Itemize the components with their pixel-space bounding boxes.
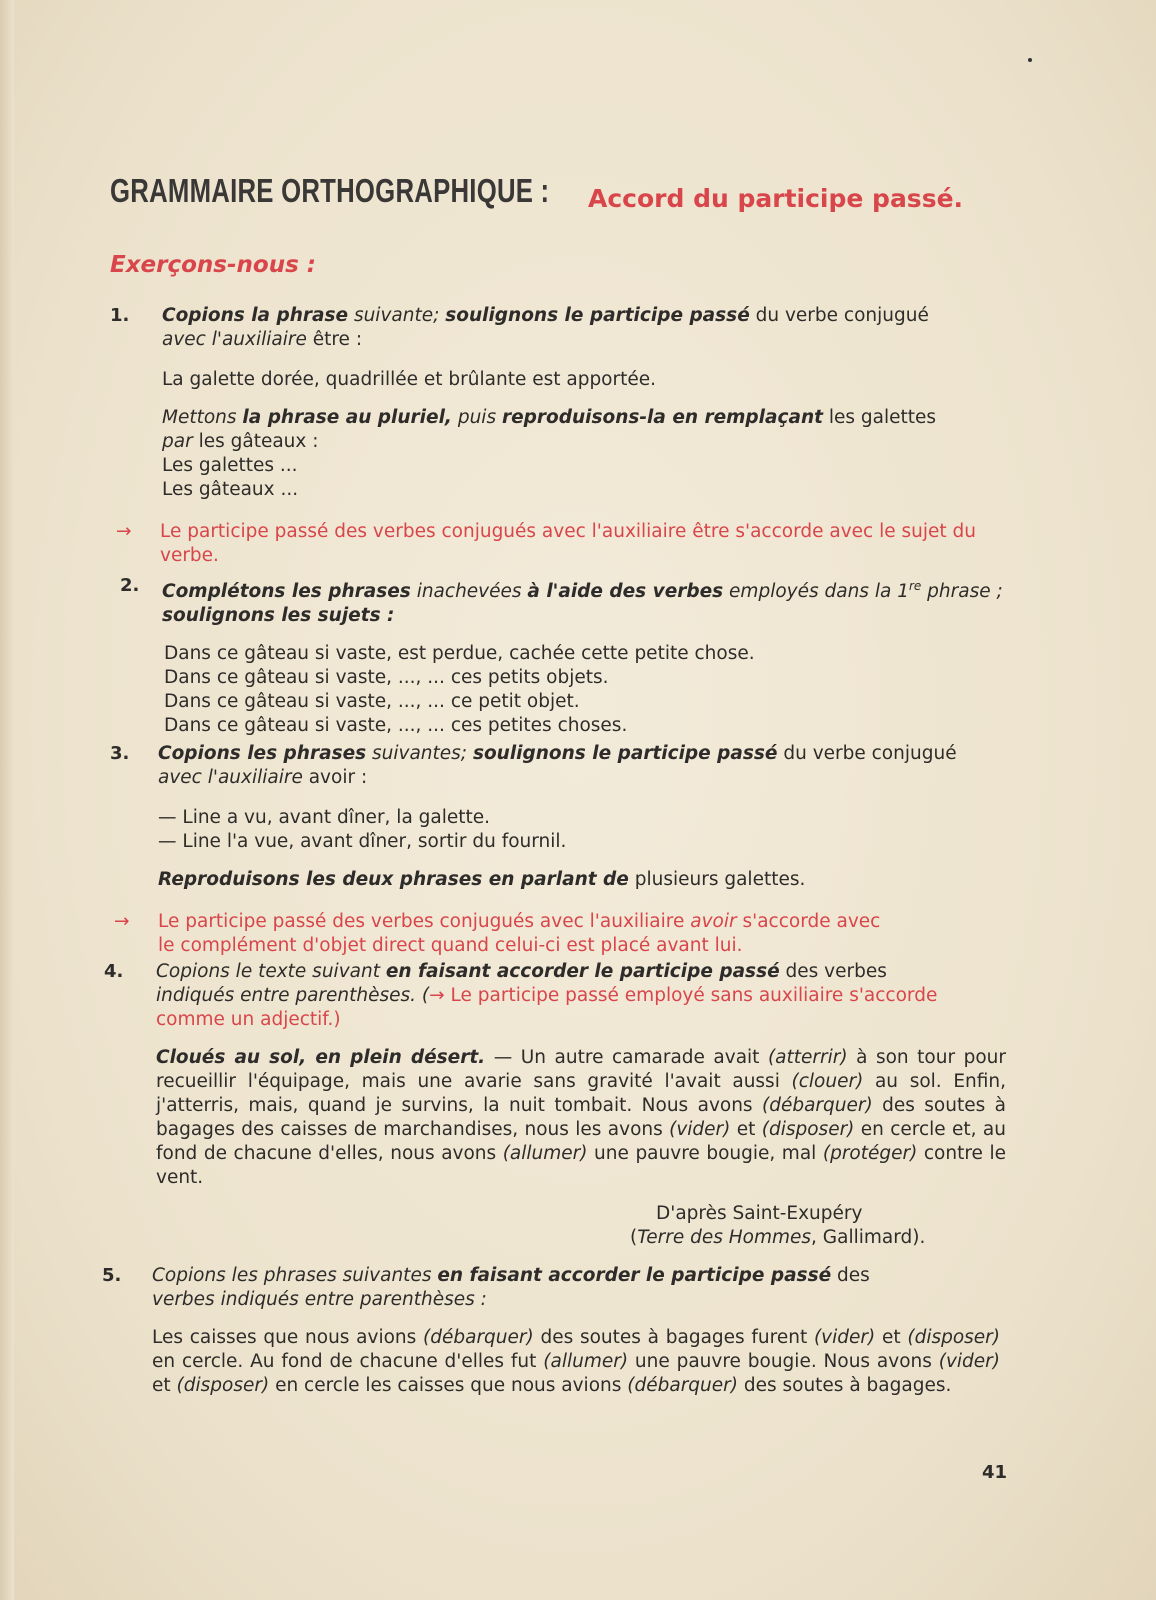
exercise-body	[152, 1326, 1000, 1398]
binding-edge	[0, 0, 14, 1600]
exercise-number: 5.	[102, 1265, 122, 1286]
page-number: 41	[982, 1462, 1008, 1483]
verb-hint: (débarquer)	[762, 1095, 873, 1116]
citation-part: (	[630, 1227, 638, 1248]
instr-part: indiqués entre parenthèses. (	[156, 985, 430, 1006]
exercise-4	[104, 960, 1030, 1250]
verb-hint: (allumer)	[502, 1143, 588, 1164]
text-part: et	[730, 1119, 762, 1140]
sentence: La galette dorée, quadrillée et brûlante est apportée.	[162, 369, 657, 390]
page-title: GRAMMAIRE ORTHOGRAPHIQUE :	[110, 172, 550, 209]
exercise-2	[110, 574, 1030, 738]
rule-text: avoir	[690, 911, 737, 932]
grammar-rule	[110, 910, 1030, 958]
instr-part: les galettes	[822, 407, 937, 428]
citation-title: Terre des Hommes	[637, 1227, 812, 1248]
instruction-line	[158, 868, 1030, 892]
citation-author: D'après Saint-Exupéry	[656, 1203, 863, 1224]
exercise-3	[110, 742, 1030, 958]
sentence: — Line l'a vue, avant dîner, sortir du fournil.	[158, 831, 567, 852]
text-part: en cercle. Au fond de chacune d'elles fut	[152, 1351, 544, 1372]
instr-part: des	[831, 1265, 870, 1286]
instr-part: du verbe conjugué	[749, 305, 929, 326]
instr-part: Copions le texte suivant	[156, 961, 386, 982]
instr-part: suivantes;	[366, 743, 473, 764]
sentence: Dans ce gâteau si vaste, ..., ... ces petites choses.	[164, 715, 628, 737]
text-part: — Un autre camarade avait	[485, 1047, 768, 1068]
verb-hint: (disposer)	[907, 1327, 1001, 1348]
instr-part: soulignons le participe passé	[445, 305, 750, 326]
text-part: au sol. Enfin, j'atterris, mais, quand je survins, la nuit tombait. Nous avons	[156, 1071, 1007, 1116]
text-part: des soutes à bagages des caisses de marchandises, nous les avons	[156, 1095, 1006, 1140]
verb-hint: (vider)	[938, 1351, 1000, 1372]
arrow-icon: →	[429, 985, 445, 1006]
section-heading: Exerçons-nous :	[110, 252, 316, 278]
citation-part: , Gallimard).	[811, 1227, 926, 1248]
instr-part: soulignons les sujets :	[162, 605, 395, 627]
exercise-1	[110, 304, 1030, 568]
instr-part: des verbes	[779, 961, 887, 982]
instr-part: verbes indiqués entre parenthèses :	[152, 1289, 487, 1310]
instr-part: comme un adjectif.)	[156, 1009, 341, 1030]
text-part: en cercle les caisses que nous avions	[269, 1375, 628, 1396]
verb-hint: (débarquer)	[423, 1327, 534, 1348]
exercise-instruction	[152, 1264, 1030, 1312]
exercise-number: 4.	[104, 961, 124, 982]
exercise-body	[162, 368, 1030, 502]
instr-part: plusieurs galettes.	[628, 869, 806, 890]
rule-text: s'accorde avec	[736, 911, 881, 932]
sentence: Dans ce gâteau si vaste, ..., ... ce petit objet.	[164, 691, 580, 713]
instr-part: à l'aide des verbes	[527, 581, 724, 603]
instr-part: suivante;	[348, 305, 446, 326]
instr-part: Reproduisons les deux phrases en parlant de	[158, 869, 629, 890]
exercise-body	[164, 642, 1030, 738]
rule-text: Le participe passé des verbes conjugués avec l'auxiliaire être s'accorde avec le sujet du verbe.	[160, 521, 976, 566]
instr-part: Le participe passé employé sans auxiliaire s'accorde	[444, 985, 938, 1006]
exercise-instruction	[156, 960, 1030, 1032]
rule-text: Le participe passé des verbes conjugués avec l'auxiliaire	[158, 911, 691, 932]
arrow-icon: →	[116, 521, 132, 542]
instr-part: avec l'auxiliaire	[162, 329, 307, 350]
instr-part: Copions les phrases	[158, 743, 367, 764]
instr-part: reproduisons-la en remplaçant	[501, 407, 823, 428]
exercise-instruction	[158, 742, 1030, 790]
exercise-body	[158, 806, 1030, 892]
exercise-number: 2.	[120, 575, 140, 596]
text-part: Les caisses que nous avions	[152, 1327, 424, 1348]
verb-hint: (clouer)	[791, 1071, 864, 1092]
header	[110, 172, 1030, 213]
exercise-5	[102, 1264, 1030, 1398]
verb-hint: (vider)	[669, 1119, 731, 1140]
verb-hint: (allumer)	[543, 1351, 629, 1372]
verb-hint: (disposer)	[761, 1119, 855, 1140]
sentence: Dans ce gâteau si vaste, ..., ... ces petits objets.	[164, 667, 609, 689]
arrow-icon: →	[114, 911, 130, 932]
instr-part: la phrase au pluriel,	[242, 407, 452, 428]
rule-text: le complément d'objet direct quand celui-ci est placé avant lui.	[158, 935, 743, 956]
instr-part: puis	[451, 407, 502, 428]
text-part: une pauvre bougie, mal	[587, 1143, 823, 1164]
exercise-instruction	[162, 304, 1030, 352]
sentence: Dans ce gâteau si vaste, est perdue, cachée cette petite chose.	[164, 643, 755, 665]
instruction-line	[162, 430, 1030, 454]
text-part: des soutes à bagages furent	[533, 1327, 814, 1348]
grammar-rule	[110, 520, 1030, 568]
instr-part: inachevées	[410, 581, 528, 603]
text-part: et	[875, 1327, 908, 1348]
instr-part: par	[162, 431, 193, 452]
sentence: Les galettes ...	[162, 455, 298, 476]
text-title: Cloués au sol, en plein désert.	[156, 1047, 486, 1068]
instr-part: phrase ;	[921, 581, 1003, 603]
speck	[1028, 58, 1032, 62]
verb-hint: (protéger)	[822, 1143, 918, 1164]
instr-part: employés dans la 1	[723, 581, 909, 603]
instr-part: en faisant accorder le participe passé	[437, 1265, 832, 1286]
sentence: Les gâteaux ...	[162, 479, 299, 500]
exercise-body	[156, 1046, 1006, 1190]
verb-hint: (atterrir)	[767, 1047, 848, 1068]
text-part: contre le vent.	[156, 1143, 1007, 1188]
verb-hint: (vider)	[813, 1327, 876, 1348]
text-part: à son tour pour recueillir l'équipage, mais une avarie sans gravité l'avait aussi	[156, 1047, 1006, 1092]
instr-part: être :	[306, 329, 363, 350]
instr-part: Mettons	[162, 407, 243, 428]
instr-part: les gâteaux :	[192, 431, 319, 452]
instr-part: avoir :	[302, 767, 368, 788]
instr-part: en faisant accorder le participe passé	[385, 961, 780, 982]
exercise-instruction	[162, 574, 1030, 628]
source-citation	[630, 1202, 1030, 1250]
text-part: en cercle et, au fond de chacune d'elles, nous avons	[156, 1119, 1006, 1164]
instr-part: du verbe conjugué	[777, 743, 957, 764]
page-subtitle: Accord du participe passé.	[588, 184, 964, 213]
instr-part: soulignons le participe passé	[472, 743, 778, 764]
instr-part: avec l'auxiliaire	[158, 767, 303, 788]
text-part: une pauvre bougie. Nous avons	[628, 1351, 939, 1372]
sentence: — Line a vu, avant dîner, la galette.	[158, 807, 491, 828]
instr-part: Copions la phrase	[162, 305, 349, 326]
verb-hint: (disposer)	[176, 1375, 270, 1396]
verb-hint: (débarquer)	[627, 1375, 738, 1396]
exercise-number: 1.	[110, 305, 130, 326]
instruction-line	[162, 406, 1030, 430]
exercise-number: 3.	[110, 743, 130, 764]
instr-part: re	[908, 579, 922, 593]
text-part: des soutes à bagages.	[737, 1375, 952, 1396]
instr-part: Complétons les phrases	[162, 581, 411, 603]
instr-part: Copions les phrases suivantes	[152, 1265, 438, 1286]
text-part: et	[152, 1375, 177, 1396]
